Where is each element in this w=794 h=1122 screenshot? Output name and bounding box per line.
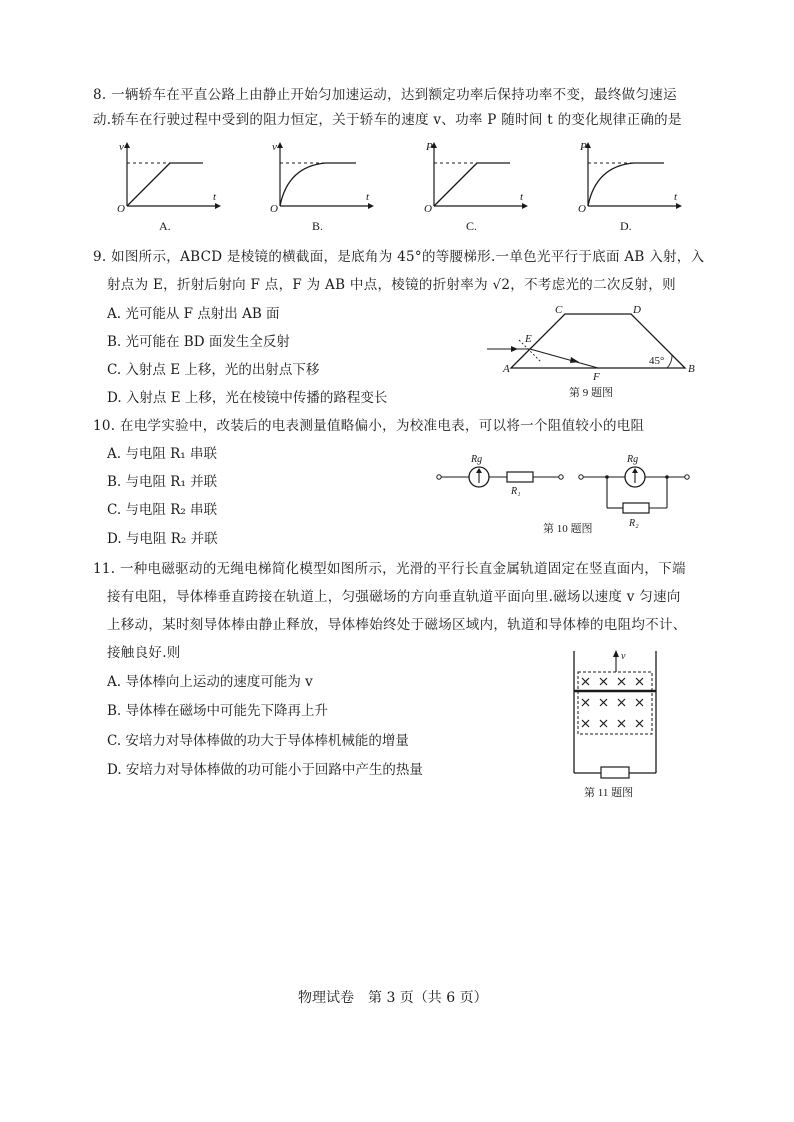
q8b-option-label: B.: [312, 219, 324, 233]
q11-option-b: B. 导体棒在磁场中可能先下降再上升: [107, 703, 329, 719]
q8a-origin: O: [117, 203, 125, 215]
q8a-xaxis-label: t: [213, 191, 217, 203]
q11-field-markers: [582, 678, 643, 727]
q11-option-d: D. 安培力对导体棒做的功可能小于回路中产生的热量: [107, 762, 423, 778]
q8-graph-d: [576, 140, 686, 233]
q10-stem-line1: 10. 在电学实验中，改装后的电表测量值略偏小，为校准电表，可以将一个阻值较小的电阻: [93, 418, 645, 434]
q8a-yaxis-label: v: [119, 141, 124, 153]
q8c-xaxis-label: t: [520, 191, 524, 203]
q8c-yaxis-label: P: [426, 141, 433, 153]
q9-option-c: C. 入射点 E 上移，光的出射点下移: [107, 362, 320, 378]
q10-option-a: A. 与电阻 R₁ 串联: [107, 446, 217, 462]
q8a-option-label: A.: [159, 219, 171, 233]
q9-point-c: C: [555, 304, 563, 316]
q10-meter-label-left: Rg: [471, 454, 483, 465]
q8d-xaxis-label: t: [674, 191, 678, 203]
q11-caption: 第 11 题图: [584, 787, 634, 799]
q9-option-a: A. 光可能从 F 点射出 AB 面: [107, 306, 280, 322]
q11-velocity-label: v: [621, 651, 626, 662]
q9-prism-figure: [485, 302, 705, 402]
q9-stem-line2: 射点为 E，折射后射向 F 点，F 为 AB 中点，棱镜的折射率为 √2，不考虑光的二次反射，则: [107, 277, 676, 293]
q8d-yaxis-label: P: [580, 141, 587, 153]
q8c-option-label: C.: [466, 219, 478, 233]
q11-stem-line3: 上移动，某时刻导体棒由静止释放，导体棒始终处于磁场区域内，轨道和导体棒的电阻均不计、: [107, 617, 687, 633]
q9-angle-label: 45°: [649, 355, 665, 367]
q9-point-d: D: [633, 304, 641, 316]
page-footer: 物理试卷 第 3 页（共 6 页）: [298, 990, 488, 1006]
q8-stem-line1: 8. 一辆轿车在平直公路上由静止开始匀加速运动，达到额定功率后保持功率不变，最终做匀速运: [93, 87, 677, 103]
q11-option-c: C. 安培力对导体棒做的功大于导体棒机械能的增量: [107, 733, 409, 749]
q10-option-d: D. 与电阻 R₂ 并联: [107, 531, 218, 547]
q8b-xaxis-label: t: [366, 191, 370, 203]
q9-stem-line1: 9. 如图所示，ABCD 是棱镜的横截面，是底角为 45°的等腰梯形.一单色光平行于底面 AB 入射，入: [93, 249, 705, 265]
q10-option-b: B. 与电阻 R₁ 并联: [107, 474, 218, 490]
q9-option-b: B. 光可能在 BD 面发生全反射: [107, 334, 290, 350]
q9-point-a: A: [503, 363, 510, 375]
q10-r1-label: R₁: [511, 486, 521, 497]
q8-stem-line2: 动.轿车在行驶过程中受到的阻力恒定，关于轿车的速度 v、功率 P 随时间 t 的变化规律正确的是: [93, 112, 682, 128]
q11-stem-line2: 接有电阻，导体棒垂直跨接在轨道上，匀强磁场的方向垂直轨道平面向里.磁场以速度 v 匀速向: [107, 589, 681, 605]
q11-stem-line4: 接触良好.则: [107, 645, 181, 661]
q9-option-d: D. 入射点 E 上移，光在棱镜中传播的路程变长: [107, 390, 388, 406]
q8-graph-a: [115, 140, 225, 233]
q9-point-f: F: [593, 371, 600, 383]
q11-elevator-figure: [568, 645, 678, 800]
q9-caption: 第 9 题图: [569, 387, 613, 399]
q9-point-b: B: [688, 363, 695, 375]
q8b-yaxis-label: v: [272, 141, 277, 153]
q8b-origin: O: [270, 203, 278, 215]
q11-stem-line1: 11. 一种电磁驱动的无绳电梯简化模型如图所示，光滑的平行长直金属轨道固定在竖直面内，下端: [93, 561, 686, 577]
q10-r2-label: R₂: [629, 518, 639, 529]
q8d-origin: O: [578, 203, 586, 215]
q8-graph-c: [422, 140, 532, 233]
q9-point-e: E: [525, 333, 532, 345]
q10-circuit-figure: [435, 450, 705, 540]
q10-meter-label-right: Rg: [627, 454, 639, 465]
q8d-option-label: D.: [620, 219, 632, 233]
q8-graph-b: [268, 140, 378, 233]
q11-option-a: A. 导体棒向上运动的速度可能为 v: [107, 674, 313, 690]
q10-option-c: C. 与电阻 R₂ 串联: [107, 502, 218, 518]
q10-caption: 第 10 题图: [543, 523, 593, 535]
q8c-origin: O: [424, 203, 432, 215]
